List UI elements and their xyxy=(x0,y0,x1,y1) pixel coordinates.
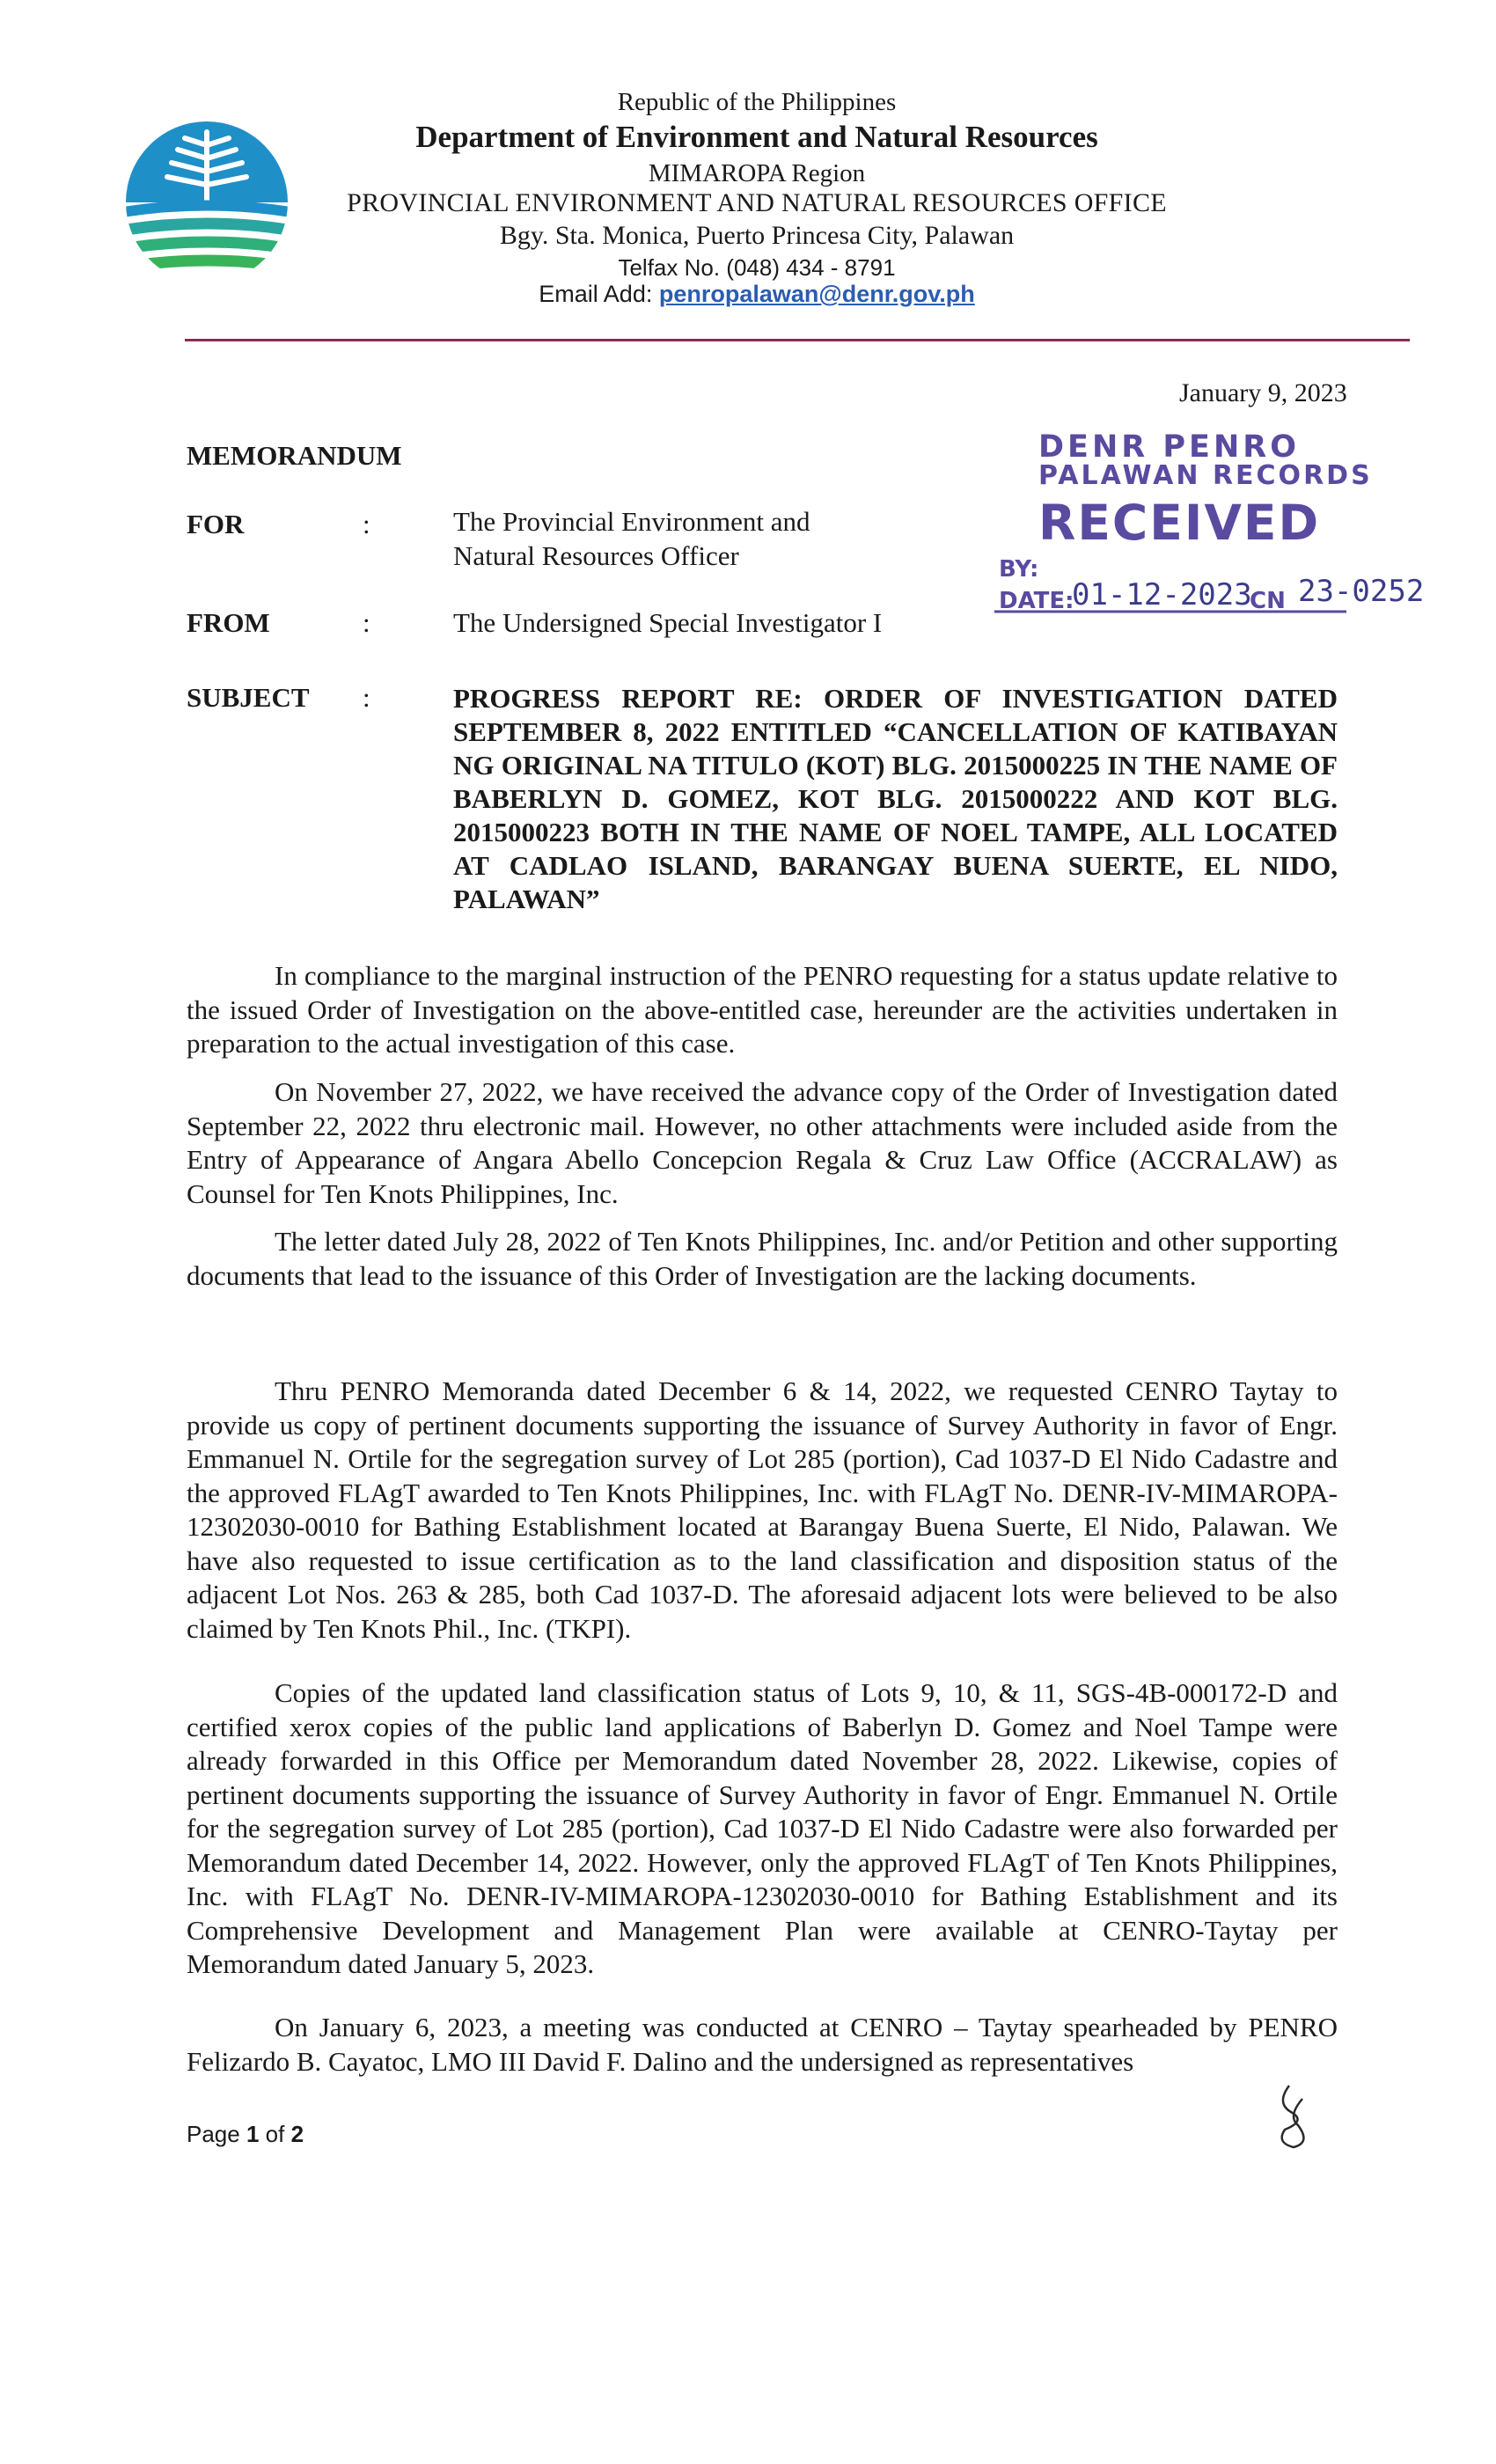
for-line-2: Natural Resources Officer xyxy=(453,540,739,571)
stamp-date-value: 01-12-2023 xyxy=(1072,577,1252,612)
for-label: FOR xyxy=(187,509,245,539)
office-name: PROVINCIAL ENVIRONMENT AND NATURAL RESOURCES OFFICE xyxy=(347,188,1167,217)
stamp-by-label: BY: xyxy=(999,556,1039,583)
memo-heading: MEMORANDUM xyxy=(187,440,402,471)
email-label: Email Add: xyxy=(539,281,653,307)
signature-initial xyxy=(1272,2081,1316,2152)
stamp-underline xyxy=(994,607,1346,616)
department-name: Department of Environment and Natural Resources xyxy=(415,120,1098,154)
stamp-date-label: DATE: xyxy=(999,588,1074,614)
page-current: 1 xyxy=(246,2121,260,2147)
from-colon: : xyxy=(363,607,370,638)
office-address: Bgy. Sta. Monica, Puerto Princesa City, Palawan xyxy=(499,221,1015,250)
page-total: 2 xyxy=(290,2121,304,2147)
telfax-line: Telfax No. (048) 434 - 8791 xyxy=(618,254,896,281)
paragraph-5: Copies of the updated land classification status of Lots 9, 10, & 11, SGS-4B-000172-D and certified xerox copies of the public land applications of Baberlyn D. Gomez and Noel Tampe were already forwarded in this Office per Memorandum dated November 28, 2022. Likewise, copies of pertinent documents supporting the issuance of Survey Authority in favor of Engr. Emmanuel N. Ortile for the segregation survey of Lot 285 (portion), Cad 1037-D El Nido Cadastre were also forwarded per Memorandum dated December 14, 2022. However, only the approved FLAgT of Ten Knots Philippines, Inc. with FLAgT No. DENR-IV-MIMAROPA-12302030-0010 for Bathing Establishment and its Comprehensive Development and Management Plan were available at CENRO-Taytay per Memorandum dated January 5, 2023. xyxy=(187,1677,1338,1979)
paragraph-3: The letter dated July 28, 2022 of Ten Knots Philippines, Inc. and/or Petition and other supporting documents that lead to the issuance of this Order of Investigation are the lacking documents. xyxy=(187,1226,1338,1291)
paragraph-1: In compliance to the marginal instruction of the PENRO requesting for a status update relative to the issued Order of Investigation on the above-entitled case, hereunder are the activities undertaken in preparation to the actual investigation of this case. xyxy=(187,960,1338,1059)
memo-date: January 9, 2023 xyxy=(1179,378,1347,407)
for-colon: : xyxy=(363,509,370,539)
letterhead-divider xyxy=(185,339,1410,341)
paragraph-6: On January 6, 2023, a meeting was conducted at CENRO – Taytay spearheaded by PENRO Felizardo B. Cayatoc, LMO III David F. Dalino and the undersigned as representatives xyxy=(187,2012,1338,2077)
subject-colon: : xyxy=(363,682,370,713)
paragraph-2: On November 27, 2022, we have received the advance copy of the Order of Investigation dated September 22, 2022 thru electronic mail. However, no other attachments were included aside from the Entry of Appearance of Angara Abello Concepcion Regala & Cruz Law Office (ACCRALAW) as Counsel for Ten Knots Philippines, Inc. xyxy=(187,1076,1338,1209)
subject-text: PROGRESS REPORT RE: ORDER OF INVESTIGATION DATED SEPTEMBER 8, 2022 ENTITLED “CANCELLATION OF KATIBAYAN NG ORIGINAL NA TITULO (KOT) BLG. 2015000225 IN THE NAME OF BABERLYN D. GOMEZ, KOT BLG. 2015000222 AND KOT BLG. 2015000223 BOTH IN THE NAME OF NOEL TAMPE, ALL LOCATED AT CADLAO ISLAND, BARANGAY BUENA SUERTE, EL NIDO, PALAWAN” xyxy=(453,683,1338,914)
paragraph-4: Thru PENRO Memoranda dated December 6 & 14, 2022, we requested CENRO Taytay to provide us copy of pertinent documents supporting the issuance of Survey Authority in favor of Engr. Emmanuel N. Ortile for the segregation survey of Lot 285 (portion), Cad 1037-D El Nido Cadastre and the approved FLAgT awarded to Ten Knots Philippines, Inc. with FLAgT No. DENR-IV-MIMAROPA-12302030-0010 for Bathing Establishment located at Barangay Buena Suerte, El Nido, Palawan. We have also requested to issue certification as to the land classification and disposition status of the adjacent Lot Nos. 263 & 285, both Cad 1037-D. The aforesaid adjacent lots were believed to be also claimed by Ten Knots Phil., Inc. (TKPI). xyxy=(187,1375,1338,1644)
email-link[interactable]: penropalawan@denr.gov.ph xyxy=(658,281,975,307)
subject-label: SUBJECT xyxy=(187,682,310,713)
from-text: The Undersigned Special Investigator I xyxy=(453,607,883,638)
stamp-records: PALAWAN RECORDS xyxy=(1038,460,1373,491)
region-line: MIMAROPA Region xyxy=(648,159,866,187)
page-of: of xyxy=(259,2121,291,2147)
page-number xyxy=(187,2121,304,2148)
stamp-received: RECEIVED xyxy=(1038,495,1321,551)
for-line-1: The Provincial Environment and xyxy=(453,506,810,537)
republic-line: Republic of the Philippines xyxy=(617,88,897,116)
stamp-cn-value: 23-0252 xyxy=(1298,574,1425,609)
email-line xyxy=(194,281,1320,308)
stamp-cn-label: CN xyxy=(1250,588,1286,614)
from-label: FROM xyxy=(187,607,270,638)
page-prefix: Page xyxy=(187,2121,246,2147)
stamp-agency: DENR PENRO xyxy=(1038,429,1300,465)
